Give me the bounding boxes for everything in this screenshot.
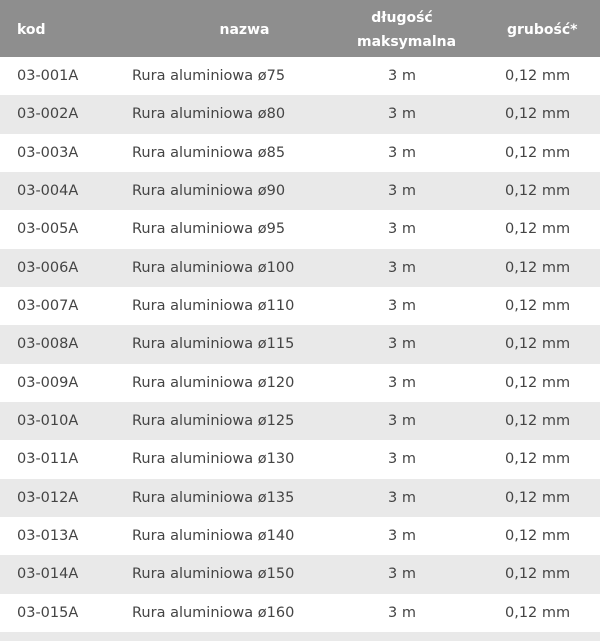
- table-row-partial: [0, 632, 600, 641]
- column-header-grubosc: grubość*: [507, 21, 578, 38]
- table-header: [0, 0, 600, 57]
- cell-grubosc: 0,12 mm: [505, 566, 571, 583]
- table-row: [0, 402, 600, 440]
- cell-nazwa: Rura aluminiowa ø110: [132, 298, 295, 315]
- cell-nazwa: Rura aluminiowa ø120: [132, 374, 295, 391]
- cell-dlugosc: 3 m: [388, 413, 416, 430]
- column-header-nazwa: nazwa: [219, 21, 270, 38]
- cell-grubosc: 0,12 mm: [505, 68, 571, 85]
- cell-nazwa: Rura aluminiowa ø100: [132, 259, 295, 276]
- cell-dlugosc: 3 m: [388, 566, 416, 583]
- cell-nazwa: Rura aluminiowa ø150: [132, 566, 295, 583]
- table-row: [0, 479, 600, 517]
- cell-dlugosc: 3 m: [388, 336, 416, 353]
- cell-kod: 03-002A: [17, 106, 79, 123]
- table-row: [0, 364, 600, 402]
- cell-dlugosc: 3 m: [388, 221, 416, 238]
- cell-dlugosc: 3 m: [388, 374, 416, 391]
- cell-kod: 03-004A: [17, 183, 79, 200]
- cell-dlugosc: 3 m: [388, 183, 416, 200]
- cell-nazwa: Rura aluminiowa ø135: [132, 489, 295, 506]
- cell-nazwa: Rura aluminiowa ø85: [132, 144, 286, 161]
- cell-grubosc: 0,12 mm: [505, 221, 571, 238]
- cell-dlugosc: 3 m: [388, 68, 416, 85]
- cell-nazwa: Rura aluminiowa ø95: [132, 221, 286, 238]
- cell-nazwa: Rura aluminiowa ø140: [132, 528, 295, 545]
- cell-grubosc: 0,12 mm: [505, 183, 571, 200]
- cell-grubosc: 0,12 mm: [505, 144, 571, 161]
- cell-grubosc: 0,12 mm: [505, 298, 571, 315]
- cell-kod: 03-007A: [17, 298, 79, 315]
- cell-nazwa: Rura aluminiowa ø115: [132, 336, 295, 353]
- cell-kod: 03-005A: [17, 221, 79, 238]
- cell-dlugosc: 3 m: [388, 489, 416, 506]
- cell-grubosc: 0,12 mm: [505, 451, 571, 468]
- cell-grubosc: 0,12 mm: [505, 374, 571, 391]
- column-header-dlugosc-line2: maksymalna: [357, 33, 457, 50]
- cell-nazwa: Rura aluminiowa ø130: [132, 451, 295, 468]
- cell-kod: 03-014A: [17, 566, 79, 583]
- cell-grubosc: 0,12 mm: [505, 106, 571, 123]
- cell-dlugosc: 3 m: [388, 106, 416, 123]
- column-header-kod: kod: [17, 21, 46, 38]
- table-row: [0, 555, 600, 593]
- table-row: [0, 440, 600, 478]
- cell-kod: 03-015A: [17, 604, 79, 621]
- cell-dlugosc: 3 m: [388, 604, 416, 621]
- cell-nazwa: Rura aluminiowa ø160: [132, 604, 295, 621]
- cell-grubosc: 0,12 mm: [505, 259, 571, 276]
- table-row: [0, 517, 600, 555]
- cell-kod: 03-006A: [17, 259, 79, 276]
- cell-nazwa: Rura aluminiowa ø125: [132, 413, 295, 430]
- table-body: [0, 57, 600, 632]
- cell-grubosc: 0,12 mm: [505, 528, 571, 545]
- cell-kod: 03-011A: [17, 451, 79, 468]
- cell-grubosc: 0,12 mm: [505, 336, 571, 353]
- table-row: [0, 172, 600, 210]
- cell-dlugosc: 3 m: [388, 259, 416, 276]
- cell-kod: 03-009A: [17, 374, 79, 391]
- cell-kod: 03-013A: [17, 528, 79, 545]
- cell-kod: 03-008A: [17, 336, 79, 353]
- cell-dlugosc: 3 m: [388, 144, 416, 161]
- table-row: [0, 95, 600, 133]
- cell-dlugosc: 3 m: [388, 528, 416, 545]
- column-header-dlugosc-line1: długość: [371, 9, 433, 26]
- table-row: [0, 249, 600, 287]
- cell-dlugosc: 3 m: [388, 298, 416, 315]
- cell-dlugosc: 3 m: [388, 451, 416, 468]
- table-row: [0, 594, 600, 632]
- table-row: [0, 57, 600, 95]
- cell-grubosc: 0,12 mm: [505, 413, 571, 430]
- column-header-dlugosc: [357, 4, 457, 54]
- cell-kod: 03-001A: [17, 68, 79, 85]
- cell-nazwa: Rura aluminiowa ø75: [132, 68, 286, 85]
- cell-nazwa: Rura aluminiowa ø90: [132, 183, 286, 200]
- table-row: [0, 325, 600, 363]
- table-row: [0, 287, 600, 325]
- cell-grubosc: 0,12 mm: [505, 604, 571, 621]
- cell-kod: 03-003A: [17, 144, 79, 161]
- cell-kod: 03-010A: [17, 413, 79, 430]
- cell-kod: 03-012A: [17, 489, 79, 506]
- table-row: [0, 210, 600, 248]
- cell-nazwa: Rura aluminiowa ø80: [132, 106, 286, 123]
- cell-grubosc: 0,12 mm: [505, 489, 571, 506]
- table-row: [0, 134, 600, 172]
